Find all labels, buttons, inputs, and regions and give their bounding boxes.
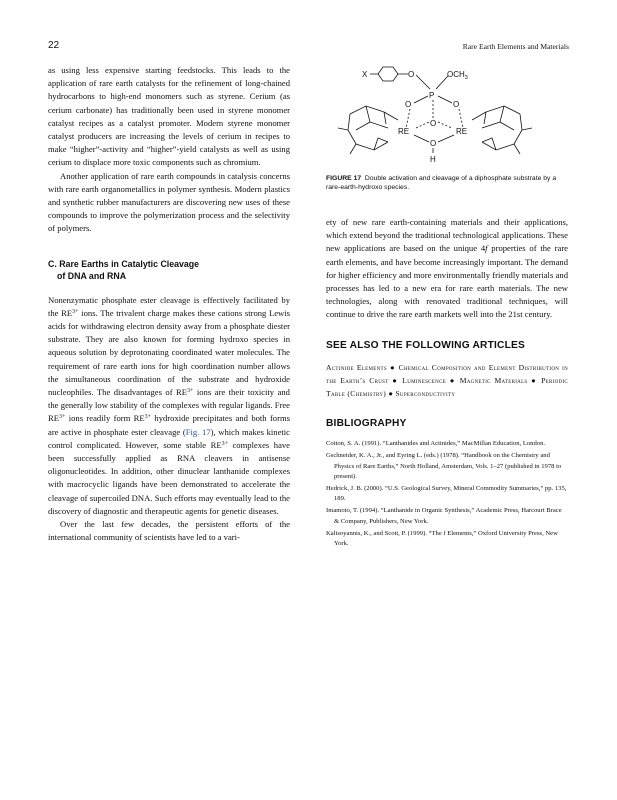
macrocycle-left [348, 106, 398, 150]
macrocycle-right [472, 106, 522, 150]
bibliography-entry: Hedrick, J. B. (2000). “U.S. Geological Survey, Mineral Commodity Summaries,” pp. 135, 189. [326, 485, 567, 503]
aryl-ring [370, 67, 408, 81]
figure-caption [326, 174, 568, 192]
bibliography-heading: BIBLIOGRAPHY [326, 418, 407, 430]
page-number: 22 [48, 40, 60, 51]
atom-re-right: RE [456, 127, 468, 136]
see-also-link[interactable]: Periodic Table (Chemistry) [326, 375, 569, 399]
atom-o-left: O [405, 100, 412, 109]
bullet-separator: ● [449, 375, 457, 385]
atom-o-bridge: O [430, 119, 437, 128]
bullet-separator: ● [389, 362, 396, 372]
see-also-link[interactable]: Superconductivity [395, 389, 456, 399]
section-heading [48, 258, 290, 282]
see-also-list [326, 361, 568, 401]
bibliography-entry: Kaltsoyannis, K., and Scott, P. (1999). “The f Elements,” Oxford University Press, New York. [326, 529, 558, 548]
atom-x: X [362, 70, 368, 79]
bond-och3-p [436, 76, 448, 89]
macrocycle-right-arms [514, 128, 532, 154]
paragraph-catalysts: as using less expensive starting feedstocks. This leads to the application of rare earth catalysts for the refinement of long-chained hydrocarbons to high-end monomers such as styrene. Cerium (as cerium carbonate) has traditionally been used in styrene monomer catalyst recipes as a catalyst promoter. Modern styrene monomer catalyst producers are increasing the levels of cerium in recipes to make “higher”-activity and “higher”-yield catalysts as well as using cerium to displace more toxic components such as chromium. [48, 65, 290, 168]
atom-re-left: RE [398, 127, 410, 136]
bibliography-entry: Imamoto, T. (1994). “Lanthanide in Organic Synthesis,” Academic Press, Harcourt Brace & Company, Publishers, New York. [326, 507, 562, 525]
bond-o-p [416, 75, 430, 89]
see-also-link[interactable]: Chemical Composition and Element Distribution in the Earth’s Crust [326, 362, 569, 385]
diphosphate-structure-diagram [326, 62, 568, 170]
section-heading-line2: of DNA and RNA [57, 270, 127, 281]
left-column [48, 64, 290, 545]
figure-label: FIGURE 17 [326, 175, 362, 182]
see-also-link[interactable]: Magnetic Materials [459, 375, 528, 385]
see-also-link[interactable]: Luminescence [402, 375, 447, 385]
section-heading-line1: C. Rare Earths in Catalytic Cleavage [48, 258, 200, 269]
paragraph-last-decades: Over the last few decades, the persistent efforts of the international community of scientists have led to a vari- [48, 519, 290, 543]
right-column [326, 216, 568, 551]
bullet-separator: ● [531, 375, 538, 385]
macrocycle-left-arms [338, 128, 356, 154]
figure-reference-link[interactable]: Fig. 17 [185, 426, 211, 437]
atom-o-aryl: O [408, 70, 415, 79]
figure-caption-text: Double activation and cleavage of a diphosphate substrate by a rare-earth-hydroxo species. [326, 175, 557, 191]
atom-p: P [429, 91, 435, 100]
bond-p-o-right [438, 96, 452, 103]
atom-h: H [430, 155, 436, 164]
paragraph-new-materials: ety of new rare earth-containing materials and their applications, which extend beyond the traditional technological applications. These new applications are based on the unique 4f properties of the rare earth elements, and have become increasingly important. The demand for higher efficiency and more environmentally friendly materials and processes has led to a new era for rare earth materials. The new technologies, along with renovated traditional techniques, will continue to drive the rare earth markets well into the 21st century. [326, 217, 568, 320]
atom-o-right: O [453, 100, 460, 109]
bond-p-o-left [414, 96, 428, 103]
paragraph-organometallics: Another application of rare earth compounds in catalysis concerns with rare earth organometallics in polymer synthesis. Modern plastics and synthetic rubber manufacturers are discovering new uses of these compounds to improve the polymerization process and the selectivity of polymers. [48, 170, 290, 234]
atom-o-hydroxo: O [430, 139, 437, 148]
figure-17 [326, 62, 568, 192]
bibliography-entry: Cotton, S. A. (1991). “Lanthanides and Actinides,” MacMillan Education, London. [326, 440, 546, 448]
see-also-link[interactable]: Actinide Elements [326, 362, 387, 372]
atom-och3: $OCH_3$ [447, 70, 468, 81]
paragraph-phosphate-cleavage: Nonenzymatic phosphate ester cleavage is effectively facilitated by the $RE^{3+}$ ions. The trivalent charge makes these cations strong Lewis acids for withdrawing electron density away from a phosphate diester substrate. They are also known for forming hydroxo species in aqueous solution by deprotonating coordinated water molecules. The requirement of rare earth ions for high coordination number allows the simultaneous coordination of the substrate and hydroxide nucleophiles. The disadvantages of $RE^{3+}$ ions are their toxicity and the generally low stability of the complexes with regular ligands. Free $RE^{3+}$ ions readily form $RE^{3+}$ hydroxide precipitates and both forms are active in phosphate ester cleavage (Fig. 17), which makes kinetic control complicated. However, some stable $RE^{3+}$ complexes have been successfully applied as RNA cleavers in antisense oligonucleotides. In addition, other dinuclear lanthanide complexes with macrocyclic ligands have been demonstrated to accelerate the cleavage of supercoiled DNA. Such efforts may eventually lead to the discovery of diagnostic and therapeutic agents for genetic diseases. [48, 294, 290, 516]
running-title: Rare Earth Elements and Materials [462, 42, 569, 51]
bibliography-entry: Gschneider, K. A., Jr., and Eyring L. (eds.) (1978). “Handbook on the Chemistry and Physics of Rare Earths,” North Holland, Amsterdam, Vols. 1–27 (published in 1978 to present). [326, 452, 562, 480]
bullet-separator: ● [388, 389, 394, 399]
see-also-heading: SEE ALSO THE FOLLOWING ARTICLES [326, 339, 526, 351]
bullet-separator: ● [392, 375, 399, 385]
